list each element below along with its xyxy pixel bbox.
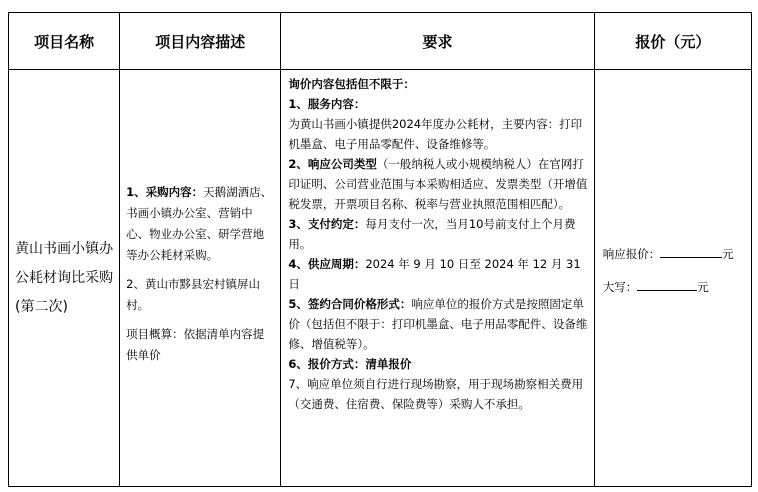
header-project-description: 项目内容描述 [120,13,281,70]
price-cell [594,70,751,487]
requirement-1-text: 为黄山书画小镇提供2024年度办公耗材，主要内容：打印机墨盒、电子用品零配件、设备维修等。 [288,117,583,151]
header-requirements: 要求 [281,13,594,70]
requirements-intro [288,74,587,94]
response-price-label: 响应报价： [602,247,661,261]
response-price-blank[interactable] [660,245,722,258]
description-item-1-text: 天鹅湖酒店、书画小镇办公室、营销中心、物业办公室、研学营地等办公耗材采购。 [126,185,273,262]
requirements-intro-text: 询价内容包括但不限于： [288,77,415,91]
requirement-2 [288,154,587,214]
description-item-1 [126,182,274,266]
requirement-7: 7、响应单位须自行进行现场勘察，用于现场勘察相关费用（交通费、住宿费、保险费等）采购人不承担。 [288,377,584,411]
quotation-table [8,12,752,487]
description-cell [120,70,281,487]
project-name-cell [9,70,120,487]
capital-price-unit: 元 [697,280,709,294]
capital-price-blank[interactable] [637,278,697,291]
description-item-2: 2、黄山市黟县宏村镇屏山村。 [126,277,260,312]
description-budget: 项目概算：依据清单内容提供单价 [126,327,265,362]
header-row [9,13,752,70]
requirement-1-label [288,94,587,114]
capital-price-label: 大写： [602,280,638,294]
requirement-4-text: 2024 年 9 月 10 日至 2024 年 12 月 31 日 [288,257,581,291]
capital-price-line [603,278,743,295]
requirement-3 [288,214,587,254]
requirements-cell [281,70,594,487]
project-name: 黄山书画小镇办公耗材询比采购(第二次) [15,240,114,315]
response-price-line [603,245,743,262]
requirement-2-label: 2、响应公司类型 [288,157,377,171]
requirement-4 [288,254,587,294]
response-price-unit: 元 [722,247,734,261]
requirement-5-label: 5、签约合同价格形式： [288,297,412,311]
description-item-1-label: 1、采购内容： [126,185,204,199]
requirement-3-label: 3、支付约定： [288,217,366,231]
requirement-6-label: 6、报价方式：清单报价 [288,357,412,371]
requirement-5-text: 响应单位的报价方式是按照固定单价（包括但不限于：打印机墨盒、电子用品零配件、设备维修、增值税等）。 [288,297,588,351]
header-project-name: 项目名称 [9,13,120,70]
requirement-6 [288,354,587,374]
requirement-4-label: 4、供应周期： [288,257,366,271]
content-row [9,70,752,487]
requirement-1-label-text: 1、服务内容： [288,97,366,111]
requirement-2-text: （一般纳税人或小规模纳税人）在官网打印证明、公司营业范围与本采购相适应、发票类型（开增值税发票，开票项目名称、税率与营业执照范围相匹配）。 [288,157,588,211]
requirement-5 [288,294,587,354]
requirement-3-text: 每月支付一次，当月10号前支付上个月费用。 [288,217,576,251]
header-price: 报价（元） [594,13,751,70]
